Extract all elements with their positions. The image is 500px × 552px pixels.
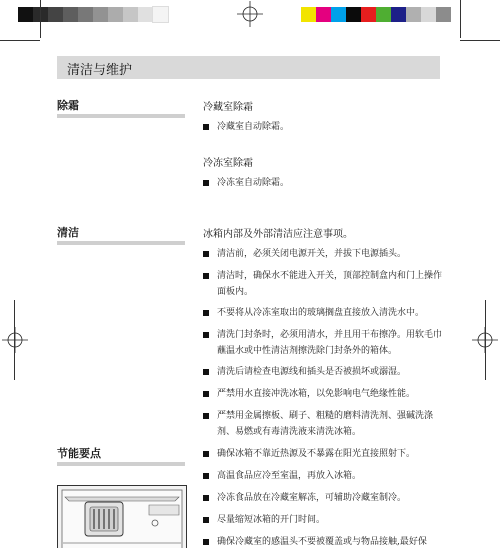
color-swatch	[361, 7, 376, 22]
fridge-interior-illustration	[57, 485, 187, 548]
side-heading-cleaning	[57, 224, 185, 245]
gray-swatch	[78, 7, 93, 22]
side-heading-defrost	[57, 97, 185, 118]
gray-swatch	[63, 7, 78, 22]
list-item: 清洗门封条时，必须用清水，并且用干布擦净。用软毛巾蘸温水或中性清洁剂擦洗除门封条外的箱体。	[203, 327, 443, 359]
list-item: 冷冻食品放在冷藏室解冻，可辅助冷藏室制冷。	[203, 490, 443, 506]
side-heading-label: 清洁	[57, 226, 79, 239]
bullet-square-icon	[203, 251, 209, 257]
section-title-bar	[57, 56, 440, 79]
list-item: 清洁时，确保水不能进入开关，顶部控制盒内和门上操作面板内。	[203, 268, 443, 300]
gray-swatch	[153, 7, 168, 22]
bullet-square-icon	[203, 473, 209, 479]
list-item: 清洗后请检查电源线和插头是否被损坏或溺湿。	[203, 364, 443, 380]
bullet-square-icon	[203, 495, 209, 501]
bullet-square-icon	[203, 413, 209, 419]
side-heading-label: 节能要点	[57, 447, 101, 460]
color-swatch	[376, 7, 391, 22]
bullet-square-icon	[203, 124, 209, 130]
registration-mark-left	[2, 327, 28, 353]
color-swatch	[421, 7, 436, 22]
list-item: 高温食品应冷至室温，再放入冰箱。	[203, 468, 443, 484]
crop-line	[485, 300, 486, 380]
color-swatch	[391, 7, 406, 22]
list-item: 冷藏室自动除霜。	[203, 119, 443, 135]
list-item: 确保冷藏室的感温头不要被覆盖或与物品接触,最好保	[203, 534, 443, 550]
color-swatch	[301, 7, 316, 22]
gray-swatch	[18, 7, 33, 22]
crop-line	[460, 40, 500, 41]
cleaning-title: 冰箱内部及外部清洁应注意事项。	[203, 229, 353, 240]
gray-swatch	[138, 7, 153, 22]
gray-swatch	[93, 7, 108, 22]
bullet-square-icon	[203, 310, 209, 316]
color-swatch	[406, 7, 421, 22]
list-item: 清洁前，必须关闭电源开关，并拔下电源插头。	[203, 246, 443, 262]
side-heading-energy	[57, 445, 185, 466]
side-heading-label: 除霜	[57, 99, 79, 112]
color-swatch	[316, 7, 331, 22]
bullet-square-icon	[203, 539, 209, 545]
crop-line	[460, 0, 461, 38]
bullet-square-icon	[203, 273, 209, 279]
bullet-square-icon	[203, 517, 209, 523]
bullet-square-icon	[203, 451, 209, 457]
bullet-square-icon	[203, 180, 209, 186]
list-item: 尽量缩短冰箱的开门时间。	[203, 512, 443, 528]
gray-swatch	[48, 7, 63, 22]
gray-swatch	[108, 7, 123, 22]
color-calibration-strip	[301, 7, 451, 22]
bullet-square-icon	[203, 391, 209, 397]
crop-line	[0, 40, 40, 41]
color-swatch	[346, 7, 361, 22]
gray-swatch	[123, 7, 138, 22]
color-swatch	[436, 7, 451, 22]
bullet-square-icon	[203, 332, 209, 338]
crop-line	[14, 300, 15, 380]
list-item: 确保冰箱不靠近热源及不暴露在阳光直接照射下。	[203, 446, 443, 462]
bullet-square-icon	[203, 369, 209, 375]
page-title: 清洁与维护	[67, 63, 133, 78]
freezer-defrost-title: 冷冻室除霜	[203, 158, 253, 169]
list-item: 严禁用金属擦板、刷子、粗糙的磨料清洗剂、强碱洗涤剂、易燃或有毒清洗液来清洗冰箱。	[203, 408, 443, 440]
list-item: 冷冻室自动除霜。	[203, 175, 443, 191]
registration-mark-top	[237, 1, 263, 27]
list-item: 严禁用水直接冲洗冰箱，以免影响电气绝缘性能。	[203, 386, 443, 402]
list-item: 不要将从冷冻室取出的玻璃搁盘直接放入清洗水中。	[203, 305, 443, 321]
fridge-defrost-title: 冷藏室除霜	[203, 102, 253, 113]
crop-line	[40, 0, 41, 38]
color-swatch	[331, 7, 346, 22]
